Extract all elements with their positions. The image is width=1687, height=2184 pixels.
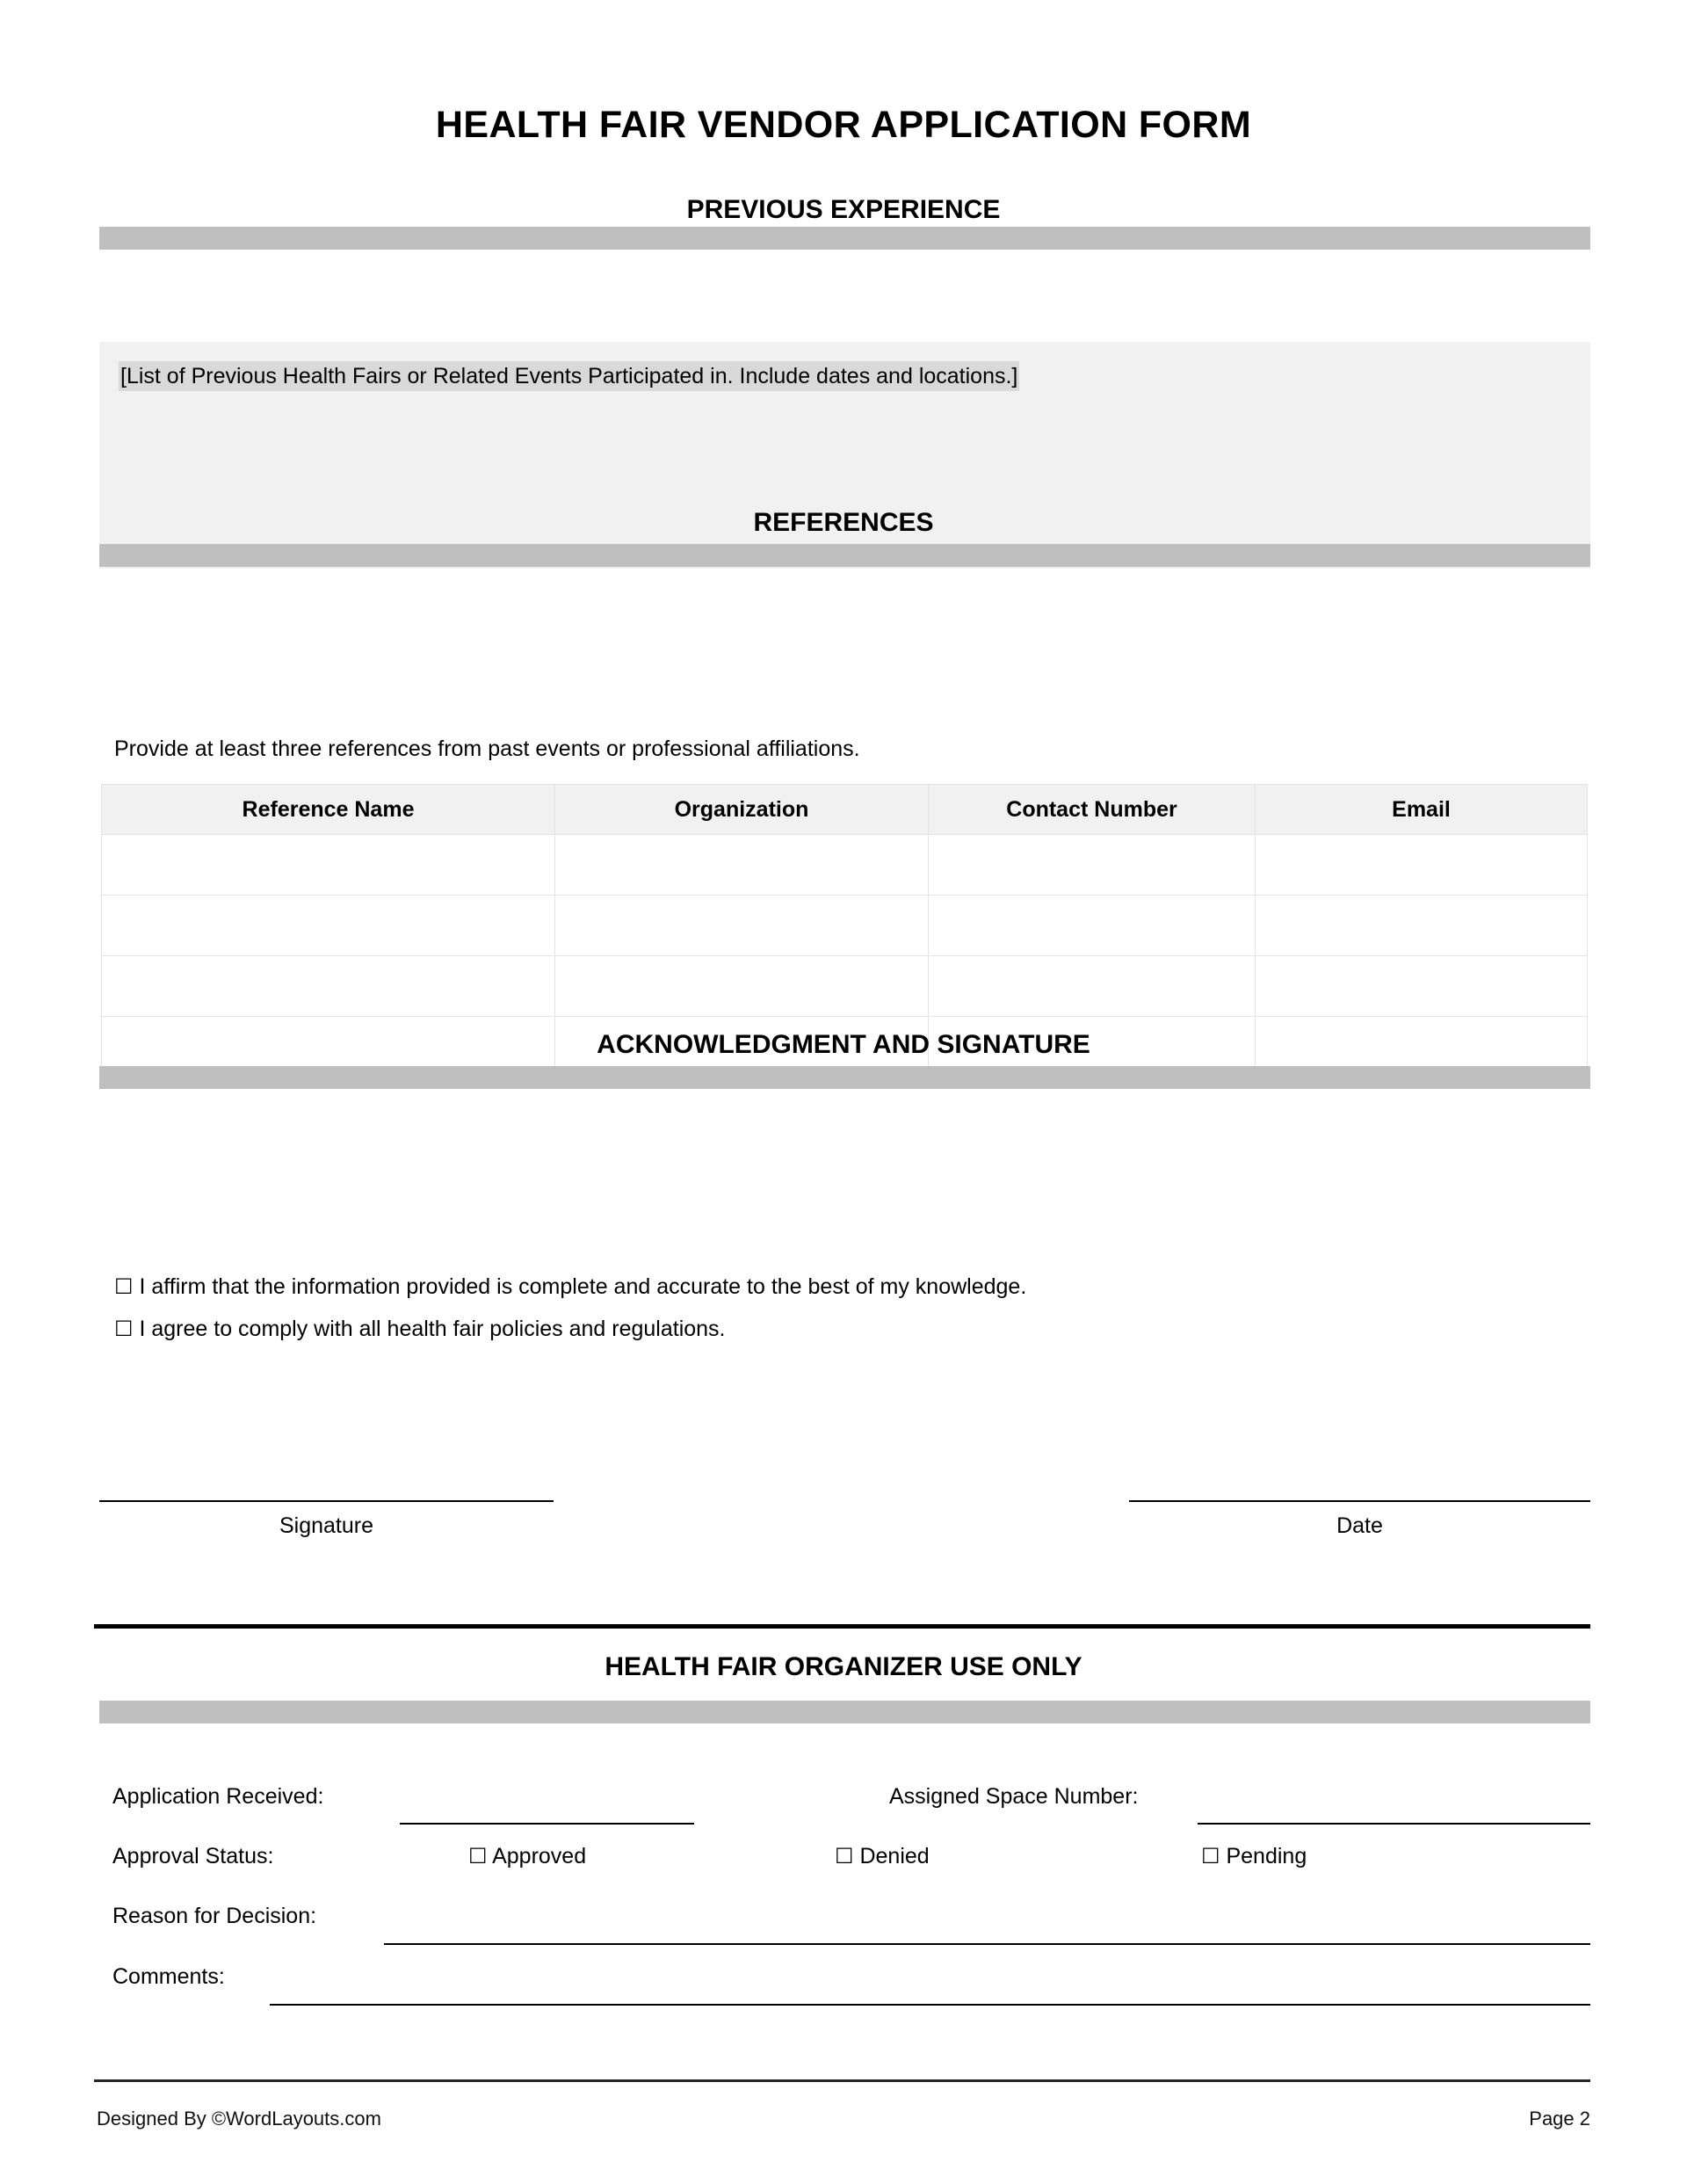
- option-pending-label: Pending: [1226, 1844, 1307, 1868]
- page-title: HEALTH FAIR VENDOR APPLICATION FORM: [435, 104, 1252, 146]
- cell-reference-name[interactable]: [102, 835, 555, 896]
- column-header-reference-name: Reference Name: [102, 785, 555, 835]
- cell-organization[interactable]: [555, 835, 929, 896]
- table-row: [102, 956, 1588, 1017]
- input-assigned-space-number[interactable]: [1198, 1823, 1590, 1825]
- table-row: [102, 896, 1588, 956]
- cell-reference-name[interactable]: [102, 956, 555, 1017]
- column-header-contact-number: Contact Number: [929, 785, 1256, 835]
- section-heading-organizer-use-only: HEALTH FAIR ORGANIZER USE ONLY: [605, 1652, 1082, 1681]
- cell-email[interactable]: [1256, 896, 1588, 956]
- cell-email[interactable]: [1256, 956, 1588, 1017]
- acknowledgment-item-label: I affirm that the information provided is complete and accurate to the best of my knowledge.: [139, 1274, 1027, 1299]
- input-application-received[interactable]: [400, 1823, 694, 1825]
- checkbox-icon[interactable]: ☐: [1201, 1844, 1220, 1868]
- option-approved[interactable]: [468, 1844, 586, 1869]
- date-label: Date: [1336, 1513, 1383, 1538]
- section-heading-references: REFERENCES: [753, 508, 934, 537]
- cell-email[interactable]: [1256, 835, 1588, 896]
- section-divider-bar-references: [99, 544, 1590, 567]
- cell-organization[interactable]: [555, 956, 929, 1017]
- checkbox-icon[interactable]: ☐: [114, 1274, 134, 1299]
- references-instruction: Provide at least three references from past events or professional affiliations.: [114, 736, 860, 761]
- section-heading-acknowledgment: ACKNOWLEDGMENT AND SIGNATURE: [597, 1030, 1090, 1059]
- section-divider-bar-organizer: [99, 1701, 1590, 1723]
- cell-reference-name[interactable]: [102, 896, 555, 956]
- column-header-organization: Organization: [555, 785, 929, 835]
- input-comments[interactable]: [270, 2004, 1590, 2006]
- footer-credit: Designed By ©WordLayouts.com: [97, 2108, 381, 2130]
- acknowledgment-item-affirm[interactable]: [114, 1266, 1026, 1308]
- checkbox-icon[interactable]: ☐: [114, 1317, 134, 1341]
- section-divider-bar-acknowledgment: [99, 1066, 1590, 1089]
- cell-contact-number[interactable]: [929, 835, 1256, 896]
- organizer-section-top-rule: [94, 1624, 1590, 1629]
- column-header-email: Email: [1256, 785, 1588, 835]
- previous-experience-placeholder: [List of Previous Health Fairs or Related Events Participated in. Include dates and locations.]: [119, 361, 1019, 391]
- label-comments: Comments:: [112, 1964, 225, 1989]
- footer-divider: [94, 2079, 1590, 2082]
- section-heading-previous-experience: PREVIOUS EXPERIENCE: [686, 195, 1001, 224]
- acknowledgment-checkbox-list: [114, 1266, 1026, 1350]
- option-approved-label: Approved: [492, 1844, 587, 1868]
- label-approval-status: Approval Status:: [112, 1844, 274, 1868]
- acknowledgment-item-label: I agree to comply with all health fair policies and regulations.: [139, 1317, 726, 1341]
- input-reason-for-decision[interactable]: [384, 1943, 1590, 1945]
- option-pending[interactable]: [1201, 1844, 1307, 1869]
- acknowledgment-item-comply[interactable]: [114, 1308, 1026, 1350]
- label-application-received: Application Received:: [112, 1784, 324, 1809]
- footer-page-number: Page 2: [1529, 2108, 1590, 2130]
- table-header-row: [102, 785, 1588, 835]
- cell-contact-number[interactable]: [929, 956, 1256, 1017]
- option-denied[interactable]: [835, 1844, 930, 1869]
- section-divider-bar-previous-experience: [99, 227, 1590, 250]
- date-line[interactable]: [1129, 1500, 1590, 1502]
- label-reason-for-decision: Reason for Decision:: [112, 1904, 317, 1928]
- cell-organization[interactable]: [555, 896, 929, 956]
- checkbox-icon[interactable]: ☐: [835, 1844, 854, 1868]
- option-denied-label: Denied: [859, 1844, 930, 1868]
- signature-label: Signature: [279, 1513, 374, 1538]
- table-row: [102, 835, 1588, 896]
- signature-line[interactable]: [99, 1500, 554, 1502]
- cell-contact-number[interactable]: [929, 896, 1256, 956]
- checkbox-icon[interactable]: ☐: [468, 1844, 488, 1868]
- label-assigned-space-number: Assigned Space Number:: [889, 1784, 1139, 1809]
